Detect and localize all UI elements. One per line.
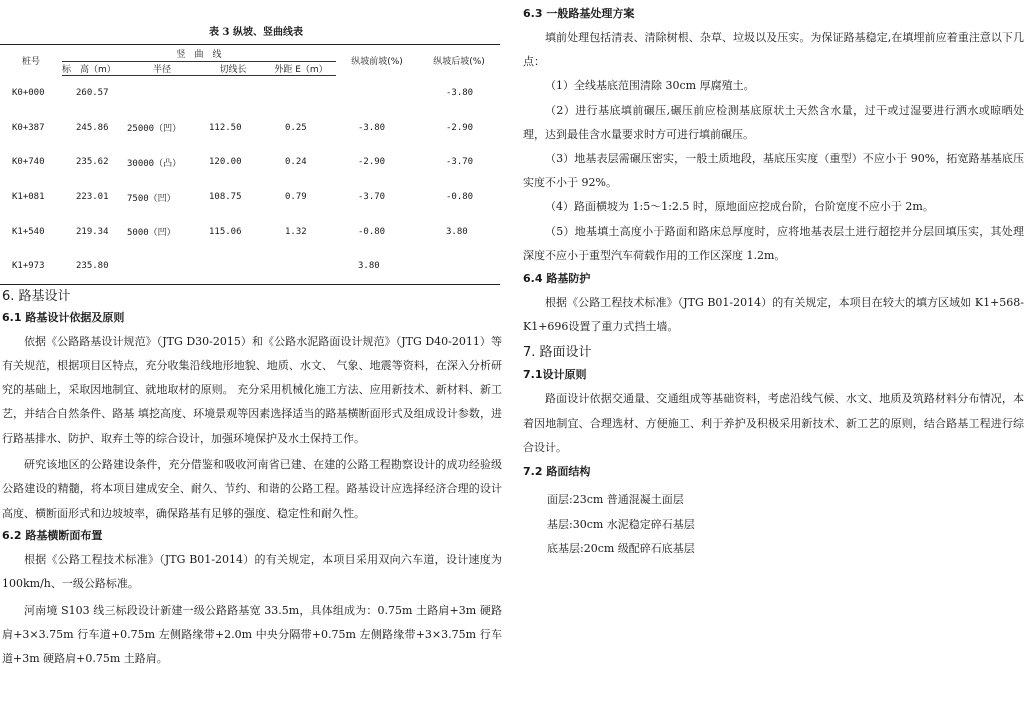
table-row xyxy=(0,214,500,249)
section-7-title: 7. 路面设计 xyxy=(523,345,592,361)
external-cell xyxy=(266,76,336,111)
radius-cell: 5000（凹） xyxy=(127,228,176,239)
radius-cell: 30000（凸） xyxy=(127,158,182,169)
radius-cell xyxy=(124,76,200,111)
external-cell: 1.32 xyxy=(285,226,307,237)
section-6-4-title: 6.4 路基防护 xyxy=(523,272,591,286)
slope-after-cell: -3.80 xyxy=(446,88,474,99)
section-6-2-title: 6.2 路基横断面布置 xyxy=(2,528,103,542)
elevation-cell: 235.62 xyxy=(76,157,109,168)
slope-after-cell xyxy=(418,249,500,284)
tangent-cell: 115.06 xyxy=(209,226,242,237)
header-slope-before: 纵坡前坡(%) xyxy=(351,56,403,67)
section-6-3-item-5: （5）地基填土高度小于路面和路床总厚度时，应将地基表层土进行超挖并分层回填压实，其处理深度不应小于重型汽车荷载作用的工作区深度 1.2m。 xyxy=(523,224,1024,262)
section-6-3-intro: 填前处理包括清表、清除树根、杂草、垃圾以及压实。为保证路基稳定,在填埋前应着重注意以下几点： xyxy=(523,31,1024,69)
tangent-cell xyxy=(200,249,266,284)
header-vertical-curve: 竖 曲 线 xyxy=(62,45,336,62)
section-6-2-paragraph-1: 根据《公路工程技术标准》（JTG B01-2014）的有关规定，本项目采用双向六车道，设计速度为 100km/h、一级公路标准。 xyxy=(2,552,502,591)
elevation-cell: 260.57 xyxy=(76,88,109,99)
external-cell: 0.24 xyxy=(285,157,307,168)
elevation-cell: 219.34 xyxy=(76,226,109,237)
header-station: 桩号 xyxy=(21,56,40,67)
slope-before-cell: -0.80 xyxy=(358,226,386,237)
section-7-1-title: 7.1设计原则 xyxy=(523,368,587,382)
section-7-2-title: 7.2 路面结构 xyxy=(523,465,591,479)
tangent-cell: 108.75 xyxy=(209,192,242,203)
table-row xyxy=(0,180,500,215)
external-cell: 0.79 xyxy=(285,192,307,203)
right-column xyxy=(523,0,1024,562)
station-cell: K0+387 xyxy=(12,122,45,133)
station-cell: K1+081 xyxy=(12,192,45,203)
header-slope-after: 纵坡后坡(%) xyxy=(433,56,485,67)
vertical-curve-table xyxy=(0,44,500,285)
external-cell: 0.25 xyxy=(285,122,307,133)
elevation-cell: 235.80 xyxy=(76,261,109,272)
section-6-3-title: 6.3 一般路基处理方案 xyxy=(523,7,635,20)
slope-after-cell: -3.70 xyxy=(446,157,474,168)
pavement-layer-subbase: 底基层:20cm 级配碎石底基层 xyxy=(547,542,695,556)
table-row xyxy=(0,76,500,111)
section-6-3-item-4: （4）路面横坡为 1:5～1:2.5 时，原地面应挖成台阶，台阶宽度不应小于 2m。 xyxy=(545,200,934,214)
station-cell: K0+740 xyxy=(12,157,45,168)
slope-before-cell: -3.80 xyxy=(358,122,386,133)
section-6-title: 6. 路基设计 xyxy=(2,288,71,304)
header-radius: 半径 xyxy=(124,62,200,76)
section-7-1-paragraph: 路面设计依据交通量、交通组成等基础资料，考虑沿线气候、水文、地质及筑路材料分布情况，本着因地制宜、合理选材、方便施工、利于养护及积极采用新技术、新工艺的原则，结合路基工程进行综合设计。 xyxy=(523,392,1024,454)
elevation-cell: 245.86 xyxy=(76,122,109,133)
section-6-2-paragraph-2: 河南境 S103 线三标段设计新建一级公路路基宽 33.5m，具体组成为：0.75m 土路肩+3m 硬路肩+3×3.75m 行车道+0.75m 左侧路缘带+2.0m 中央分隔带+0.75m 左侧路缘带+3×3.75m 行车道+3m 硬路肩+0.75m 土路肩。 xyxy=(2,603,502,666)
section-6-1-paragraph-2: 研究该地区的公路建设条件，充分借鉴和吸收河南省已建、在建的公路工程勘察设计的成功经验级公路建设的精髓，将本项目建成安全、耐久、节约、和谐的公路工程。路基设计应选择经济合理的设计高度、横断面形式和边坡坡率，确保路基有足够的强度、稳定性和耐久性。 xyxy=(2,458,502,520)
radius-cell xyxy=(124,249,200,284)
slope-before-cell: -2.90 xyxy=(358,157,386,168)
station-cell: K0+000 xyxy=(12,88,45,99)
elevation-cell: 223.01 xyxy=(76,192,109,203)
slope-after-cell: -0.80 xyxy=(446,192,474,203)
section-6-4-paragraph: 根据《公路工程技术标准》（JTG B01-2014）的有关规定，本项目在较大的填方区域如 K1+568-K1+696设置了重力式挡土墙。 xyxy=(523,296,1024,334)
radius-cell: 7500（凹） xyxy=(127,193,176,204)
station-cell: K1+540 xyxy=(12,226,45,237)
header-tangent: 切线长 xyxy=(200,62,266,76)
station-cell: K1+973 xyxy=(12,261,45,272)
tangent-cell xyxy=(200,76,266,111)
pavement-layer-base: 基层:30cm 水泥稳定碎石基层 xyxy=(547,517,695,531)
external-cell xyxy=(266,249,336,284)
left-column xyxy=(0,0,512,671)
slope-before-cell xyxy=(336,76,418,111)
pavement-layer-surface: 面层:23cm 普通混凝土面层 xyxy=(547,493,684,507)
section-6-1-paragraph-1: 依据《公路路基设计规范》（JTG D30-2015）和《公路水泥路面设计规范》（JTG D40-2011）等有关规范，根据项目区特点，充分收集沿线地形地貌、地质、水文、 气象、地震等资料，在深入分析研究的基础上，采取因地制宜、就地取材的原则。 充分采用机械化施工方法、应用新技术、新材料、新工艺，并结合自然条件、路基 填挖高度、环境景观等因素选择适当的路基横断面形式及组成设计参数，进行路基排水、防护、取弃土等的综合设计，加强环境保护及水土保持工作。 xyxy=(2,334,502,445)
slope-before-cell: -3.70 xyxy=(358,192,386,203)
table-row xyxy=(0,249,500,284)
slope-after-cell: 3.80 xyxy=(446,226,468,237)
section-6-3-item-2: （2）进行基底填前碾压,碾压前应检测基底原状土天然含水量，过干或过湿要进行洒水或晾晒处理，达到最佳含水量要求时方可进行填前碾压。 xyxy=(523,103,1024,141)
section-6-3-item-3: （3）地基表层需碾压密实，一般土质地段，基底压实度（重型）不应小于 90%，拓宽路基基底压实度不小于 92%。 xyxy=(523,152,1024,190)
table-row xyxy=(0,111,500,146)
slope-before-cell: 3.80 xyxy=(358,261,380,272)
tangent-cell: 120.00 xyxy=(209,157,242,168)
tangent-cell: 112.50 xyxy=(209,122,242,133)
section-6-3-item-1: （1）全线基底范围清除 30cm 厚腐殖土。 xyxy=(545,79,755,93)
header-elevation: 标 高（m） xyxy=(62,62,124,76)
header-external: 外距 E（m） xyxy=(266,62,336,76)
table-row xyxy=(0,145,500,180)
radius-cell: 25000（凹） xyxy=(127,124,182,135)
slope-after-cell: -2.90 xyxy=(446,122,474,133)
table-title: 表 3 纵坡、竖曲线表 xyxy=(209,27,303,38)
section-6-1-title: 6.1 路基设计依据及原则 xyxy=(2,310,125,324)
